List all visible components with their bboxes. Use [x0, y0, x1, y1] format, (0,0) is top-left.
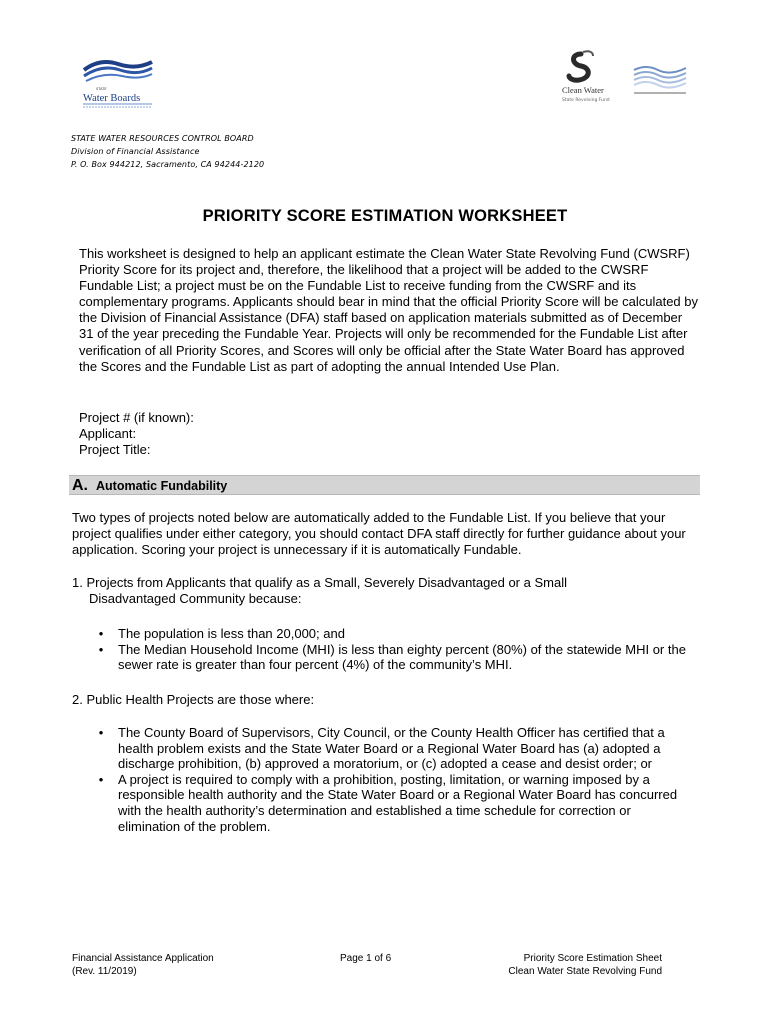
- item-1-line2: Disadvantaged Community because:: [89, 591, 302, 607]
- footer-revision: (Rev. 11/2019): [72, 966, 137, 977]
- footer-right: [462, 952, 662, 978]
- agency-address: [71, 132, 264, 171]
- intro-paragraph: This worksheet is designed to help an applicant estimate the Clean Water State Revolving Fund (CWSRF) Priority Score for its project and, therefore, the likelihood that a project will be added to the CWSRF Fundable List; a project must be on the Fundable List to receive funding from the CWSRF and its complementary programs. Applicants should bear in mind that the official Priority Score will be calculated by the Division of Financial Assistance (DFA) staff based on application materials submitted as of December 31 of the year preceding the Fundable Year. Projects will only be recommended for the Fundable List after verification of all Priority Scores, and Scores will only be official after the State Water Board has approved the Scores and the Fundable List as part of adopting the annual Intended Use Plan.: [79, 246, 699, 374]
- footer-form-name: Financial Assistance Application: [72, 953, 214, 964]
- list-item: • A project is required to comply with a prohibition, posting, limitation, or warning imposed by a responsible health authority and the State Water Board or a Regional Water Board has concurred with the health authority’s determination and established a time schedule for correction or elimination of the problem.: [95, 772, 695, 834]
- item-1: [72, 575, 672, 607]
- bullet-icon: •: [98, 725, 104, 740]
- water-boards-logo: [78, 52, 158, 110]
- applicant-label: Applicant:: [79, 426, 137, 442]
- list-item: • The County Board of Supervisors, City Council, or the County Health Officer has certified that a health problem exists and the State Water Board or a Regional Water Board has (a) adopted a discharge prohibition, (b) approved a moratorium, or (c) adopted a cease and desist order; or: [95, 725, 695, 772]
- list-item: • The Median Household Income (MHI) is less than eighty percent (80%) of the statewide MHI or the sewer rate is greater than four percent (4%) of the community’s MHI.: [95, 642, 695, 673]
- page-title: PRIORITY SCORE ESTIMATION WORKSHEET: [202, 207, 568, 225]
- clean-water-logo: [555, 48, 615, 104]
- wave-graphic-logo: [630, 62, 690, 98]
- clean-water-text: Clean Water: [562, 85, 604, 95]
- section-a-letter: A.: [72, 477, 88, 494]
- item-2-bullets: [95, 725, 695, 834]
- item-1-bullets: [95, 626, 695, 673]
- item-1-number: 1.: [72, 575, 83, 590]
- project-fields: [79, 410, 194, 459]
- section-a-header: [69, 475, 700, 495]
- bullet-icon: •: [98, 641, 104, 657]
- item-1-line1: Projects from Applicants that qualify as a Small, Severely Disadvantaged or a Small: [86, 575, 567, 590]
- project-title-label: Project Title:: [79, 442, 151, 458]
- footer-program-name: Clean Water State Revolving Fund: [508, 966, 662, 977]
- footer-sheet-name: Priority Score Estimation Sheet: [523, 953, 662, 964]
- bullet-icon: •: [98, 771, 104, 787]
- item-2-number: 2.: [72, 692, 83, 707]
- footer-left: [72, 952, 214, 978]
- agency-division: Division of Financial Assistance: [71, 147, 200, 156]
- bullet-icon: •: [98, 626, 104, 641]
- water-boards-small-text: STATE: [96, 87, 107, 91]
- item-2: [72, 692, 672, 708]
- agency-po-box: P. O. Box 944212, Sacramento, CA 94244-2120: [71, 160, 265, 169]
- item-2-line1: Public Health Projects are those where:: [86, 692, 315, 707]
- page-number: Page 1 of 6: [340, 953, 392, 964]
- section-a-intro: Two types of projects noted below are automatically added to the Fundable List. If you believe that your project qualifies under either category, you should contact DFA staff directly for further guidance about your application. Scoring your project is unnecessary if it is automatically Fundable.: [72, 510, 686, 558]
- section-a-title: Automatic Fundability: [96, 479, 228, 493]
- list-item: • The population is less than 20,000; and: [95, 626, 695, 642]
- clean-water-subtext: State Revolving Fund: [562, 98, 610, 103]
- agency-name: STATE WATER RESOURCES CONTROL BOARD: [71, 134, 254, 143]
- water-boards-text: Water Boards: [83, 93, 141, 104]
- project-number-label: Project # (if known):: [79, 410, 194, 425]
